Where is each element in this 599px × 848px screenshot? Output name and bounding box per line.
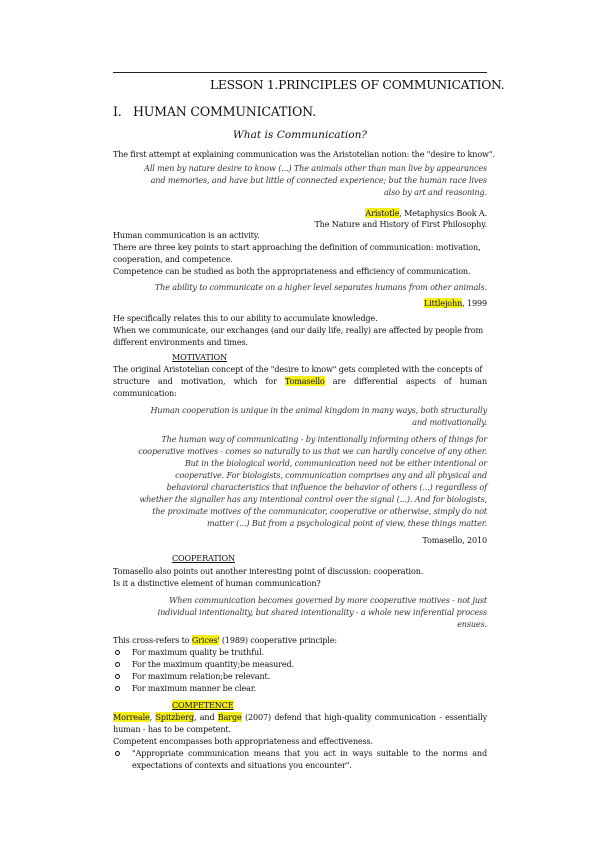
body-line: Competence can be studied as both the appropriateness and efficiency of communication. [113,266,471,276]
body-line [113,712,487,724]
tomasello-quote-line: and motivationally. [412,417,487,427]
highlighted-author: Spitzberg [155,712,194,722]
highlighted-author: Morreale [113,712,150,722]
section-heading: I. HUMAN COMMUNICATION. [113,104,316,119]
cooperation-heading: COOPERATION [172,553,235,563]
bullet-icon [115,686,120,691]
body-line: human - has to be competent. [113,724,231,734]
body-line: cooperation, and competence. [113,254,233,264]
tomasello-quote-line: cooperative motives - comes so naturally to us that we can hardly conceive of any other. [138,446,487,456]
citation-text: , Metaphysics Book A. [399,208,487,218]
body-line: Tomasello also points out another interesting point of discussion: cooperation. [113,566,424,576]
bullet-item: For maximum quality be truthful. [132,647,264,657]
highlighted-author: Tomasello [284,376,325,386]
aristotle-citation-line2: The Nature and History of First Philosophy. [314,219,487,229]
text-segment: structure and motivation, which for [113,376,285,386]
body-line: different environments and times. [113,337,248,347]
tomasello-quote-line: matter (...) But from a psychological point of view, these things matter. [206,518,487,528]
competence-heading [172,700,233,712]
highlighted-author: Barge [217,712,242,722]
littlejohn-quote: The ability to communicate on a higher level separates humans from other animals. [154,282,487,292]
bullet-icon [115,674,120,679]
text-segment: This cross-refers to [113,635,192,645]
tomasello-citation: Tomasello, 2010 [422,535,487,545]
aristotle-quote-line: All men by nature desire to know (...) The animals other than man live by appearances [144,163,487,173]
crossref-line [113,635,337,647]
tomasello-quote-line: The human way of communicating - by intentionally informing others of things for [161,434,487,444]
bullet-item: For maximum manner be clear. [132,683,257,693]
bullet-item-continuation: expectations of contexts and situations you encounter". [132,760,352,770]
intro-paragraph: The first attempt at explaining communication was the Aristotelian notion: the "desire to know". [113,149,495,159]
highlighted-author: Aristotle [365,208,400,218]
text-segment: (1989) cooperative principle: [219,635,337,645]
cooperation-quote-line: When communication becomes governed by more cooperative motives - not just [169,595,487,605]
aristotle-citation [113,208,487,220]
cooperation-quote-line: individual intentionality, but shared intentionality - a whole new inferential process [157,607,487,617]
text-segment: , [149,712,156,722]
lesson-title: LESSON 1.PRINCIPLES OF COMMUNICATION. [210,77,505,92]
body-line: Competent encompasses both appropriateness and effectiveness. [113,736,373,746]
bullet-item: For maximum relation;be relevant. [132,671,271,681]
bullet-icon [115,650,120,655]
header-rule [113,72,487,73]
motivation-heading: MOTIVATION [172,352,228,362]
bullet-icon [115,662,120,667]
cooperation-quote-line: ensues. [457,619,487,629]
competence-heading-text: COMPETENCE [172,700,234,710]
body-line: The original Aristotelian concept of the "desire to know" gets completed with the concepts of [113,364,483,374]
littlejohn-citation [113,298,487,310]
body-line [113,376,487,388]
tomasello-quote-line: behavioral characteristics that influence the behavior of others (...) regardless of [166,482,487,492]
body-line: communication: [113,388,177,398]
highlighted-author: Littlejohn [424,298,463,308]
text-segment: , and [193,712,218,722]
section-subheading: What is Communication? [232,129,368,141]
tomasello-quote-line: the proximate motives of the communicator, cooperative or otherwise, simply do not [152,506,487,516]
aristotle-quote-line: and memories, and have but little of connected experience; but the human race lives [150,175,487,185]
tomasello-quote-line: cooperative. For biologists, communication comprises any and all physical and [175,470,487,480]
text-segment: (2007) defend that high-quality communication - essentially [241,712,487,722]
bullet-icon [115,751,120,756]
tomasello-quote-line: whether the signaller has any intentional control over the signal (...). And for biologists, [139,494,487,504]
text-segment: are differential aspects of human [324,376,487,386]
body-line: Human communication is an activity. [113,230,260,240]
body-line: There are three key points to start approaching the definition of communication: motivation, [113,242,481,252]
body-line: Is it a distinctive element of human communication? [113,578,321,588]
tomasello-quote-line: But in the biological world, communication need not be either intentional or [184,458,487,468]
aristotle-quote-line: also by art and reasoning. [383,187,487,197]
highlighted-author: Grices' [191,635,220,645]
tomasello-quote-line: Human cooperation is unique in the animal kingdom in many ways, both structurally [150,405,487,415]
citation-text: , 1999 [462,298,487,308]
bullet-item: For the maximum quantity;be measured. [132,659,294,669]
bullet-item: "Appropriate communication means that you act in ways suitable to the norms and [132,748,487,758]
body-line: He specifically relates this to our ability to accumulate knowledge. [113,313,378,323]
body-line: When we communicate, our exchanges (and our daily life, really) are affected by people from [113,325,484,335]
